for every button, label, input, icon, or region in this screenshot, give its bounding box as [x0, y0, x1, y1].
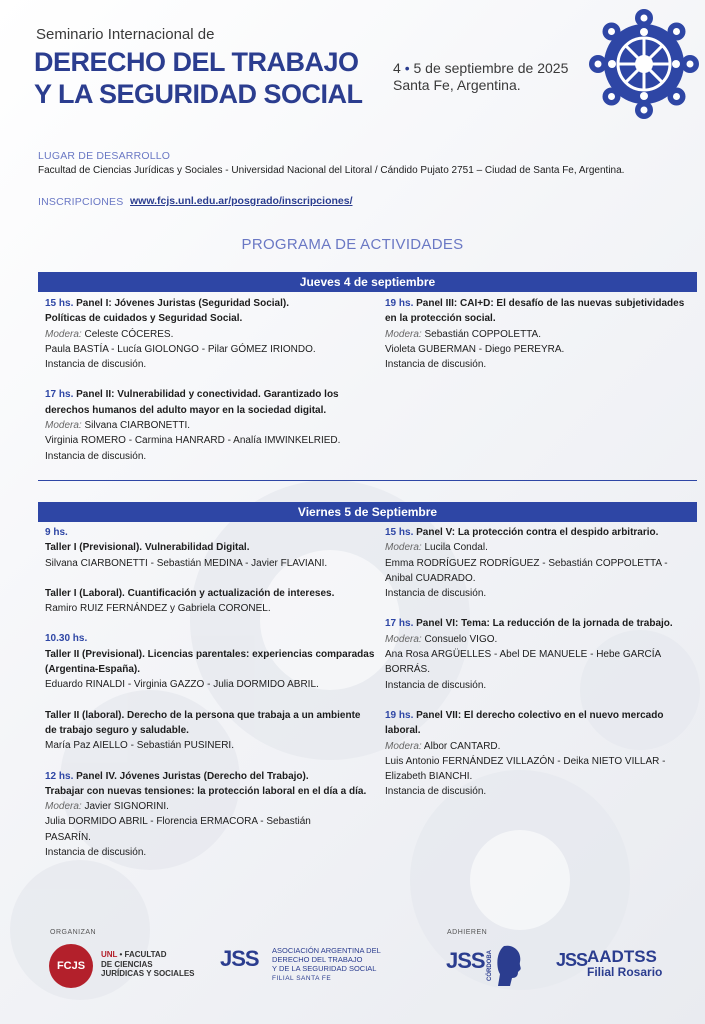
session-title: derechos humanos del adulto mayor en la sociedad digital.: [45, 404, 327, 416]
day1-session-19hs: [385, 296, 700, 372]
session-time: 12 hs.: [45, 770, 74, 782]
session-title: Panel V: La protección contra el despido arbitrario.: [416, 527, 659, 538]
session-title: Panel III: CAI+D: El desafío de las nuevas subjetividades: [416, 298, 685, 309]
fcjs-logo: FCJS: [49, 944, 93, 988]
moderator-name: Sebastián COPPOLETTA.: [424, 328, 541, 340]
day2-session-17hs: [385, 616, 700, 692]
moderator-label: Modera:: [45, 420, 82, 432]
unl-faculty-text: [101, 950, 195, 979]
moderator-name: Javier SIGNORINI.: [84, 801, 169, 813]
unl-label: UNL: [101, 950, 118, 959]
unl-faculty-line: JURÍDICAS Y SOCIALES: [101, 969, 195, 978]
session-time: 19 hs.: [385, 709, 414, 721]
jss-logo: JSS: [220, 946, 259, 971]
moderator-label: Modera:: [385, 633, 422, 645]
session-title: Taller I (Previsional). Vulnerabilidad Digital.: [45, 542, 250, 554]
session-speakers: Ana Rosa ARGÜELLES - Abel DE MANUELE - Hebe GARCÍA: [385, 649, 662, 661]
session-title: Panel VII: El derecho colectivo en el nuevo mercado: [416, 709, 664, 721]
day1-session-15hs: [45, 296, 380, 372]
jss-cordoba-logo: JSS: [446, 948, 485, 973]
association-text: [272, 946, 381, 983]
aadtss-jss-logo: JSS: [556, 950, 588, 970]
session-speakers: PASARÍN.: [45, 831, 91, 843]
day2-right-column: [385, 525, 700, 815]
day2-session-9hs: [45, 525, 380, 571]
day2-session-12hs: [45, 769, 380, 861]
session-time: 17 hs.: [45, 389, 74, 401]
adherents-label: ADHIEREN: [447, 929, 488, 936]
moderator-name: Lucila Condal.: [424, 542, 488, 554]
seminar-wheel-logo-icon: [588, 8, 700, 120]
day2-session-19hs: [385, 708, 700, 800]
session-title: Políticas de cuidados y Seguridad Social.: [45, 313, 243, 325]
session-title: de trabajo seguro y saludable.: [45, 724, 189, 736]
registration-label: INSCRIPCIONES: [38, 196, 124, 208]
session-time: 10.30 hs.: [45, 633, 88, 645]
moderator-label: Modera:: [385, 328, 422, 340]
date-rest: 5 de septiembre de 2025: [413, 60, 569, 76]
day1-session-17hs: [45, 387, 380, 463]
session-speakers: Emma RODRÍGUEZ RODRÍGUEZ - Sebastián COPPOLETTA -: [385, 557, 668, 569]
session-note: Instancia de discusión.: [45, 359, 147, 371]
organizers-label: ORGANIZAN: [50, 929, 97, 936]
moderator-label: Modera:: [45, 328, 82, 340]
association-line: Y DE LA SEGURIDAD SOCIAL: [272, 964, 377, 973]
moderator-name: Consuelo VIGO.: [424, 633, 498, 645]
aadtss-logo: [587, 948, 662, 979]
session-time: 15 hs.: [385, 527, 414, 538]
cordoba-label: CÓRDOBA: [487, 950, 493, 982]
session-title: Panel I: Jóvenes Juristas (Seguridad Social).: [76, 298, 289, 309]
day2-session-15hs: [385, 525, 700, 601]
session-speakers: BORRÁS.: [385, 664, 431, 676]
session-title: Trabajar con nuevas tensiones: la protección laboral en el día a día.: [45, 785, 367, 797]
moderator-label: Modera:: [45, 801, 82, 813]
session-speakers: Julia DORMIDO ABRIL - Florencia ERMACORA - Sebastián: [45, 816, 311, 828]
seminar-title-line1: DERECHO DEL TRABAJO: [34, 47, 359, 77]
moderator-name: Celeste CÓCERES.: [84, 328, 174, 340]
seminar-date: [393, 60, 568, 94]
association-line: FILIAL SANTA FE: [272, 975, 332, 982]
day1-left-column: [45, 296, 380, 479]
association-line: DERECHO DEL TRABAJO: [272, 955, 363, 964]
session-note: Instancia de discusión.: [385, 359, 487, 371]
session-note: Instancia de discusión.: [45, 450, 147, 462]
day2-workshop-laboral: [45, 586, 380, 617]
date-dot: •: [404, 60, 410, 76]
registration-link[interactable]: www.fcjs.unl.edu.ar/posgrado/inscripciones/: [130, 195, 353, 207]
day2-session-1030hs: [45, 631, 380, 692]
session-speakers: Ramiro RUIZ FERNÁNDEZ y Gabriela CORONEL.: [45, 603, 271, 615]
venue-text: Facultad de Ciencias Jurídicas y Sociales - Universidad Nacional del Litoral / Cándido Pujato 2751 – Ciudad de Santa Fe, Argentina.: [38, 165, 625, 176]
session-note: Instancia de discusión.: [45, 847, 147, 859]
session-title: Panel II: Vulnerabilidad y conectividad. Garantizado los: [76, 389, 339, 401]
session-title: Taller II (Previsional). Licencias parentales: experiencias comparadas: [45, 648, 375, 660]
session-speakers: Luis Antonio FERNÁNDEZ VILLAZÓN - Deika NIETO VILLAR -: [385, 755, 666, 767]
day2-header: Viernes 5 de Septiembre: [38, 502, 697, 522]
session-title: (Argentina-España).: [45, 664, 141, 676]
session-speakers: Elizabeth BIANCHI.: [385, 771, 473, 783]
session-time: 19 hs.: [385, 298, 414, 309]
session-speakers: Silvana CIARBONETTI - Sebastián MEDINA - Javier FLAVIANI.: [45, 557, 328, 569]
association-line: ASOCIACIÓN ARGENTINA DEL: [272, 946, 381, 955]
session-title: en la protección social.: [385, 313, 496, 325]
session-speakers: Anibal CUADRADO.: [385, 572, 476, 584]
aadtss-title: AADTSS: [587, 947, 657, 966]
moderator-label: Modera:: [385, 542, 422, 554]
session-speakers: Eduardo RINALDI - Virginia GAZZO - Julia DORMIDO ABRIL.: [45, 679, 319, 691]
day1-header: Jueves 4 de septiembre: [38, 272, 697, 292]
session-speakers: Virginia ROMERO - Carmina HANRARD - Analía IMWINKELRIED.: [45, 435, 341, 447]
day1-divider: [38, 480, 697, 481]
program-title: PROGRAMA DE ACTIVIDADES: [241, 236, 464, 253]
session-time: 15 hs.: [45, 298, 74, 309]
profile-head-icon: [496, 944, 522, 988]
aadtss-subtitle: Filial Rosario: [587, 965, 663, 979]
moderator-name: Albor CANTARD.: [423, 740, 501, 752]
day2-workshop-laboral-2: [45, 708, 380, 754]
moderator-name: Silvana CIARBONETTI.: [84, 420, 191, 432]
session-speakers: Paula BASTÍA - Lucía GIOLONGO - Pilar GÓMEZ IRIONDO.: [45, 343, 316, 355]
session-speakers: María Paz AIELLO - Sebastián PUSINERI.: [45, 740, 234, 752]
seminar-place: Santa Fe, Argentina.: [393, 77, 521, 93]
unl-faculty-line: DE CIENCIAS: [101, 959, 153, 969]
date-day1: 4: [393, 60, 401, 76]
session-note: Instancia de discusión.: [385, 786, 487, 798]
session-title: Panel VI: Tema: La reducción de la jornada de trabajo.: [416, 618, 673, 630]
day2-left-column: [45, 525, 380, 875]
session-time: 9 hs.: [45, 527, 68, 538]
session-title: laboral.: [385, 725, 421, 737]
unl-faculty-line: • FACULTAD: [119, 950, 167, 959]
seminar-title-line2: Y LA SEGURIDAD SOCIAL: [34, 79, 363, 109]
session-speakers: Violeta GUBERMAN - Diego PEREYRA.: [385, 343, 565, 355]
seminar-subtitle: Seminario Internacional de: [36, 26, 215, 43]
session-title: Panel IV. Jóvenes Juristas (Derecho del Trabajo).: [76, 770, 309, 782]
session-note: Instancia de discusión.: [385, 679, 487, 691]
moderator-label: Modera:: [385, 740, 422, 752]
session-note: Instancia de discusión.: [385, 588, 487, 600]
day1-right-column: [385, 296, 700, 387]
session-title: Taller II (laboral). Derecho de la persona que trabaja a un ambiente: [45, 709, 361, 721]
venue-label: LUGAR DE DESARROLLO: [38, 150, 171, 162]
session-time: 17 hs.: [385, 618, 414, 630]
session-title: Taller I (Laboral). Cuantificación y actualización de intereses.: [45, 587, 335, 599]
